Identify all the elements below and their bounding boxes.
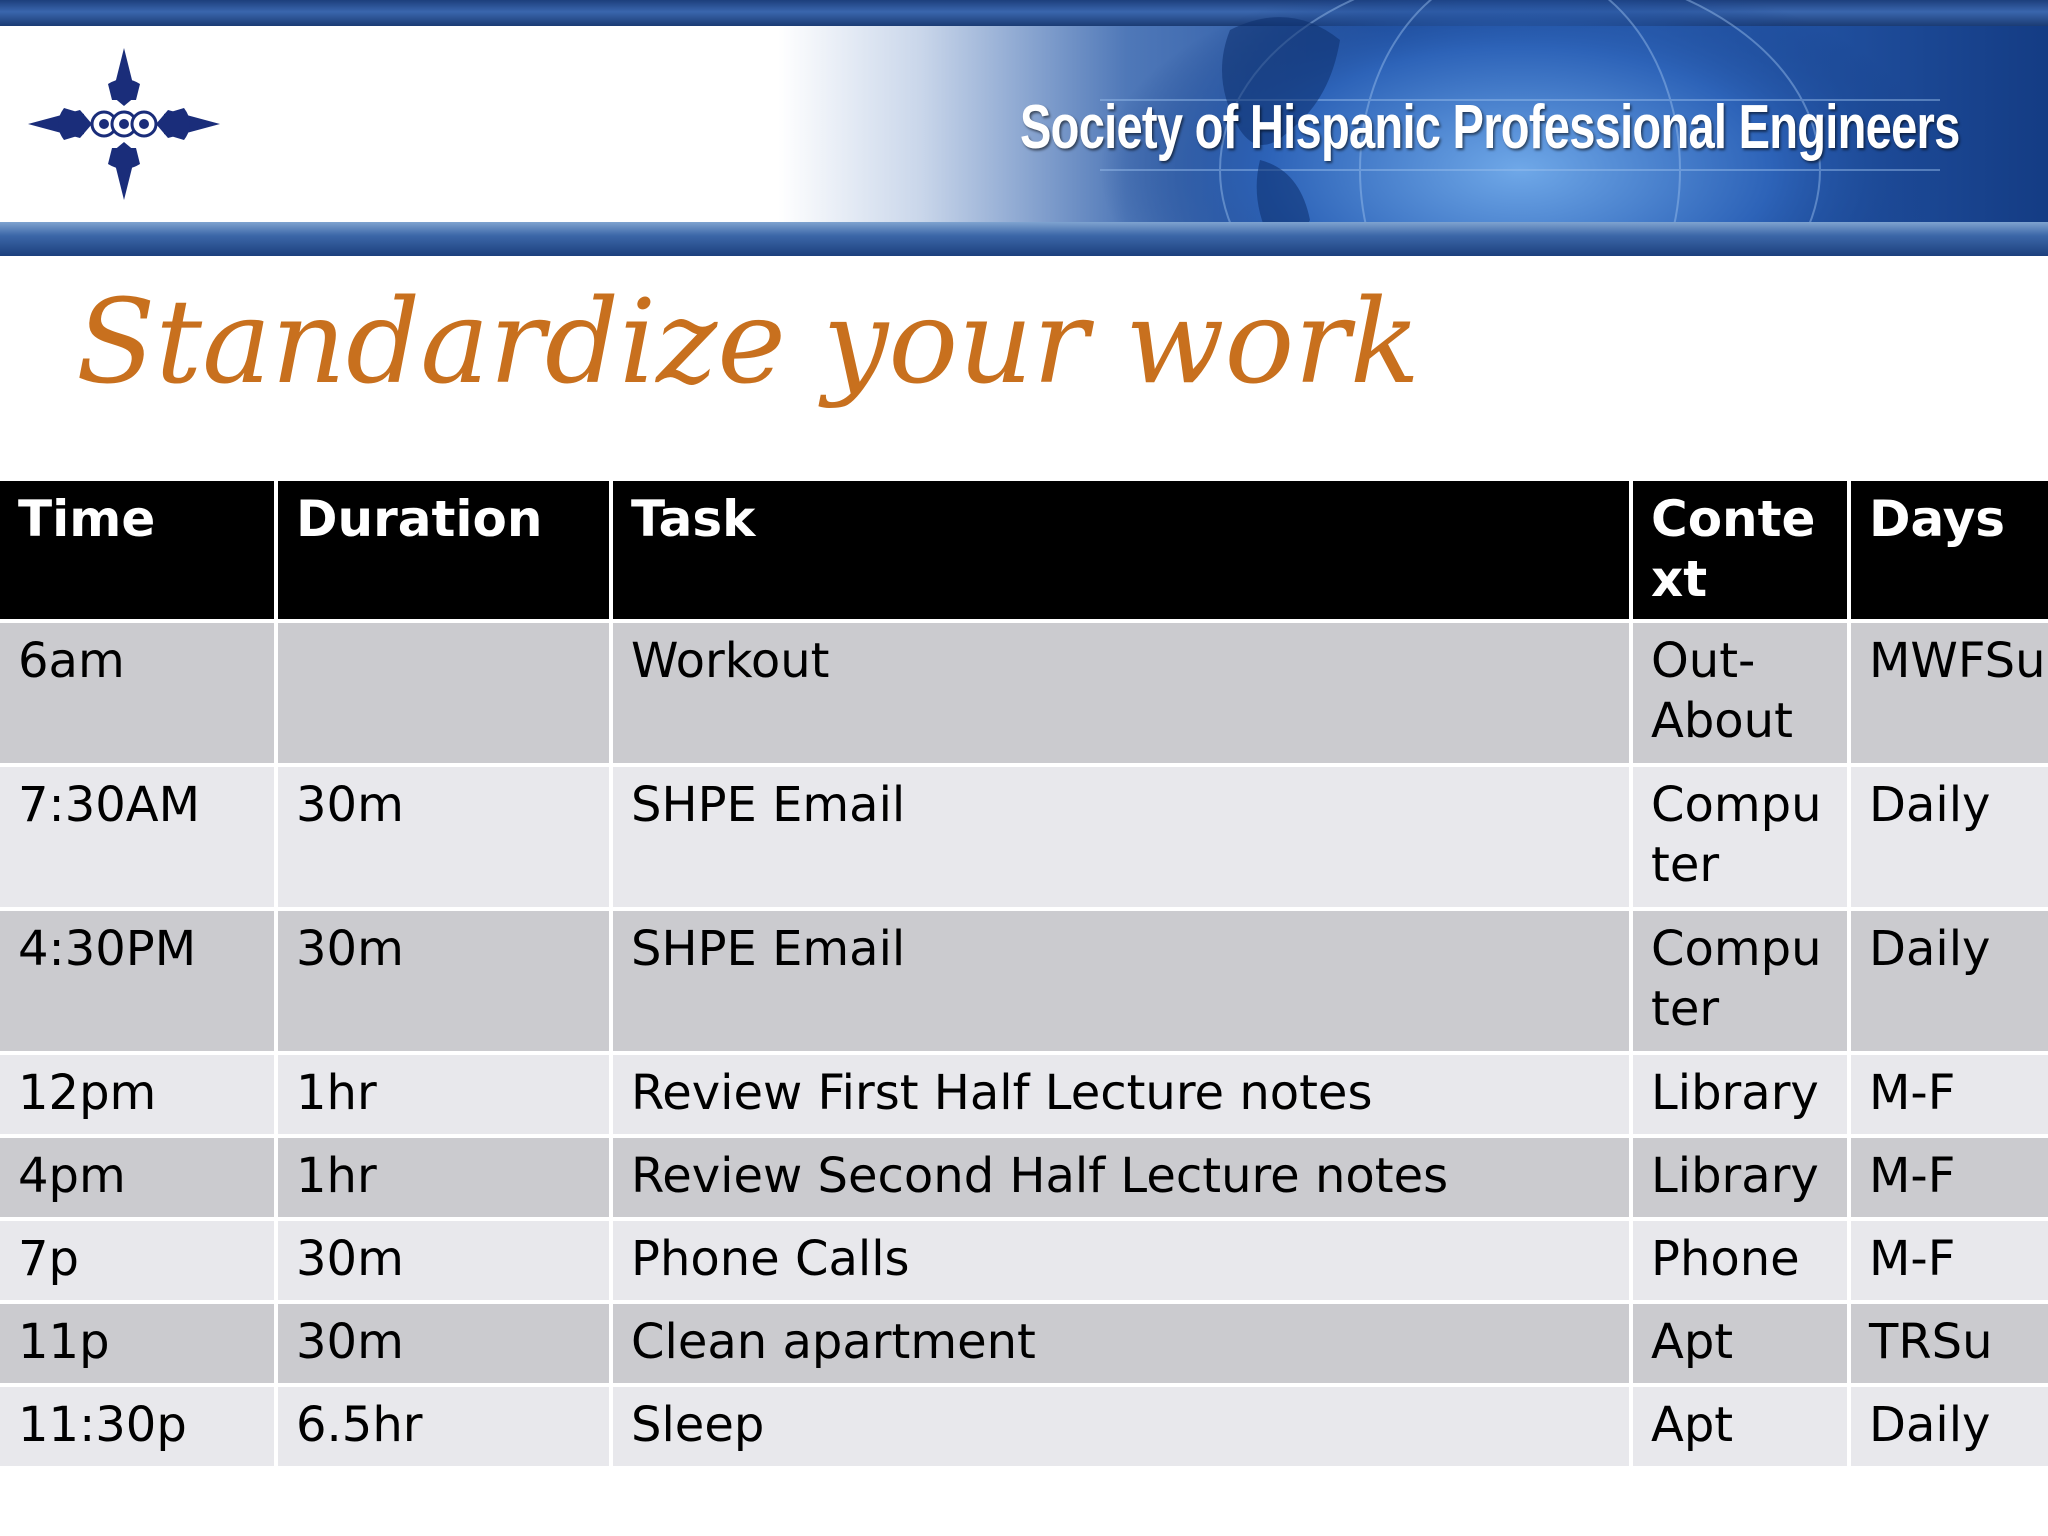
header-task: Task — [613, 481, 1629, 619]
cell-time: 11:30p — [0, 1387, 274, 1466]
cell-duration: 1hr — [278, 1055, 609, 1134]
table-row — [0, 1387, 2048, 1466]
cell-time: 4:30PM — [0, 911, 274, 1051]
cell-task: SHPE Email — [613, 767, 1629, 907]
cell-context: Computer — [1633, 767, 1847, 907]
cell-context: Library — [1633, 1138, 1847, 1217]
cell-days: Daily — [1851, 1387, 2048, 1466]
cell-time: 11p — [0, 1304, 274, 1383]
cell-time: 6am — [0, 623, 274, 763]
header-duration: Duration — [278, 481, 609, 619]
cell-task: Phone Calls — [613, 1221, 1629, 1300]
banner-bottom-stripe — [0, 222, 2048, 256]
table-row — [0, 623, 2048, 763]
cell-task: Review Second Half Lecture notes — [613, 1138, 1629, 1217]
cell-task: Workout — [613, 623, 1629, 763]
cell-context: Out- About — [1633, 623, 1847, 763]
cell-context: Apt — [1633, 1304, 1847, 1383]
cell-context: Phone — [1633, 1221, 1847, 1300]
header-banner — [0, 0, 2048, 256]
slide-title: Standardize your work — [76, 275, 1421, 410]
table-row — [0, 1138, 2048, 1217]
header-days: Days — [1851, 481, 2048, 619]
table-row — [0, 1221, 2048, 1300]
cell-task: SHPE Email — [613, 911, 1629, 1051]
table-row — [0, 767, 2048, 907]
cell-time: 12pm — [0, 1055, 274, 1134]
table-header-row — [0, 481, 2048, 619]
cell-time: 4pm — [0, 1138, 274, 1217]
cell-task: Clean apartment — [613, 1304, 1629, 1383]
cell-days: M-F — [1851, 1055, 2048, 1134]
schedule-table — [0, 477, 2048, 1470]
cell-duration: 30m — [278, 1304, 609, 1383]
header-time: Time — [0, 481, 274, 619]
cell-days: MWFSu — [1851, 623, 2048, 763]
shpe-cross-logo-icon — [24, 44, 224, 204]
organization-name: Society of Hispanic Professional Engineers — [1020, 93, 1960, 162]
cell-days: TRSu — [1851, 1304, 2048, 1383]
cell-duration: 30m — [278, 911, 609, 1051]
cell-days: M-F — [1851, 1138, 2048, 1217]
cell-context: Computer — [1633, 911, 1847, 1051]
table-row — [0, 1304, 2048, 1383]
table-row — [0, 911, 2048, 1051]
cell-duration — [278, 623, 609, 763]
cell-time: 7:30AM — [0, 767, 274, 907]
cell-time: 7p — [0, 1221, 274, 1300]
cell-context: Library — [1633, 1055, 1847, 1134]
cell-days: M-F — [1851, 1221, 2048, 1300]
cell-task: Sleep — [613, 1387, 1629, 1466]
header-context: Conte xt — [1633, 481, 1847, 619]
cell-days: Daily — [1851, 767, 2048, 907]
cell-task: Review First Half Lecture notes — [613, 1055, 1629, 1134]
cell-duration: 30m — [278, 1221, 609, 1300]
cell-duration: 1hr — [278, 1138, 609, 1217]
cell-days: Daily — [1851, 911, 2048, 1051]
table-row — [0, 1055, 2048, 1134]
cell-duration: 30m — [278, 767, 609, 907]
cell-duration: 6.5hr — [278, 1387, 609, 1466]
cell-context: Apt — [1633, 1387, 1847, 1466]
